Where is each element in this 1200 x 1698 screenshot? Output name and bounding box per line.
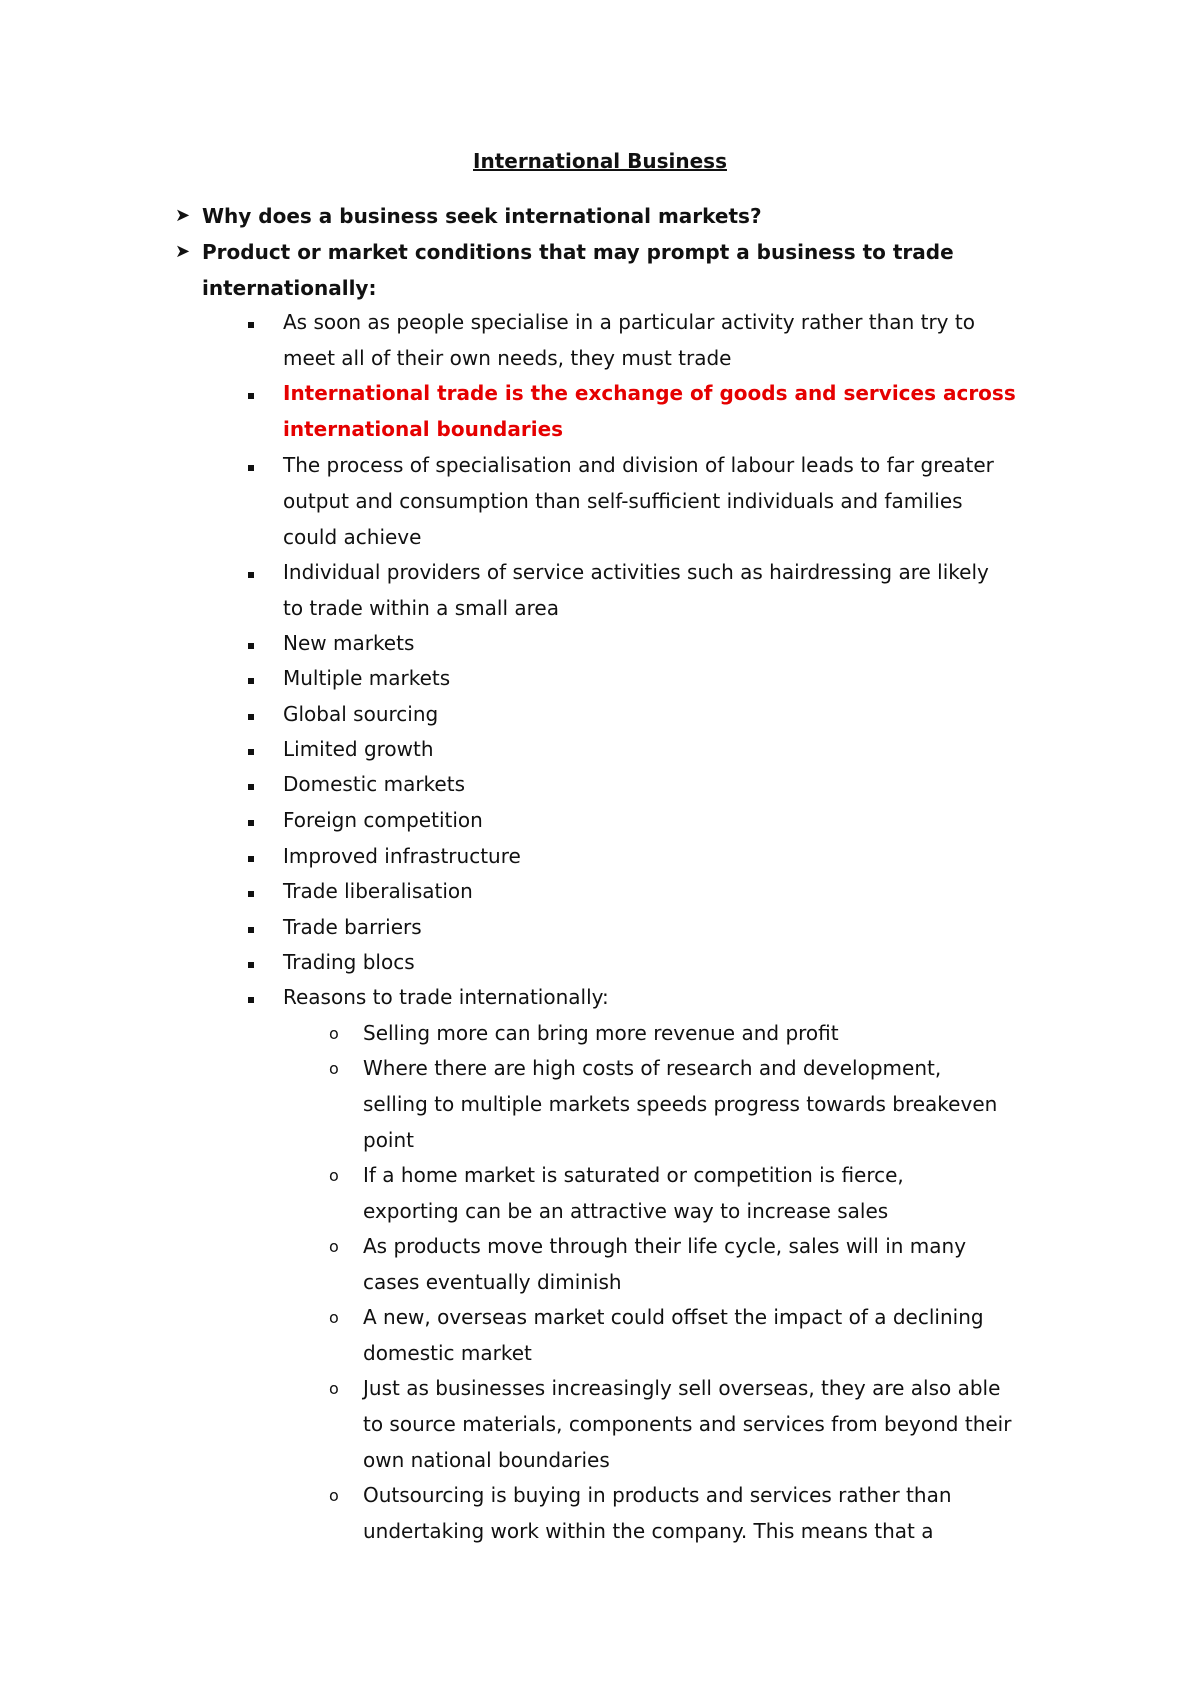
list-item-text: meet all of their own needs, they must trade (283, 346, 732, 370)
square-bullet-icon (248, 891, 254, 897)
square-bullet-icon (248, 856, 254, 862)
list-item-text: Individual providers of service activities such as hairdressing are likely (283, 560, 989, 584)
sub-list-item-text: undertaking work within the company. This means that a (363, 1519, 934, 1543)
sub-list-item-text: selling to multiple markets speeds progress towards breakeven (363, 1092, 998, 1116)
arrow-bullet-icon: ➤ (175, 205, 191, 226)
list-item-text: As soon as people specialise in a particular activity rather than try to (283, 310, 975, 334)
square-bullet-icon (248, 927, 254, 933)
circle-bullet-icon: o (329, 1024, 339, 1043)
circle-bullet-icon: o (329, 1308, 339, 1327)
question-text-continued: internationally: (202, 276, 377, 300)
circle-bullet-icon: o (329, 1486, 339, 1505)
list-item-text: international boundaries (283, 417, 564, 441)
sub-list-item-text: Selling more can bring more revenue and profit (363, 1021, 839, 1045)
sub-list-item-text: point (363, 1128, 415, 1152)
circle-bullet-icon: o (329, 1379, 339, 1398)
sub-list-item-text: A new, overseas market could offset the impact of a declining (363, 1305, 984, 1329)
list-item-text: Reasons to trade internationally: (283, 985, 609, 1009)
sub-list-item-text: exporting can be an attractive way to increase sales (363, 1199, 889, 1223)
list-item-text: Improved infrastructure (283, 844, 521, 868)
list-item-text: New markets (283, 631, 415, 655)
square-bullet-icon (248, 820, 254, 826)
circle-bullet-icon: o (329, 1059, 339, 1078)
page-title: International Business (473, 149, 727, 173)
sub-list-item-text: If a home market is saturated or competition is fierce, (363, 1163, 904, 1187)
circle-bullet-icon: o (329, 1166, 339, 1185)
list-item-text: The process of specialisation and division of labour leads to far greater (283, 453, 994, 477)
list-item-text: Trade barriers (283, 915, 422, 939)
list-item-text: Multiple markets (283, 666, 451, 690)
sub-list-item-text: domestic market (363, 1341, 532, 1365)
square-bullet-icon (248, 465, 254, 471)
sub-list-item-text: to source materials, components and services from beyond their (363, 1412, 1012, 1436)
arrow-bullet-icon: ➤ (175, 241, 191, 262)
square-bullet-icon (248, 322, 254, 328)
list-item-text: Domestic markets (283, 772, 465, 796)
list-item-text: Global sourcing (283, 702, 439, 726)
square-bullet-icon (248, 678, 254, 684)
sub-list-item-text: Where there are high costs of research and development, (363, 1056, 942, 1080)
square-bullet-icon (248, 572, 254, 578)
sub-list-item-text: As products move through their life cycle, sales will in many (363, 1234, 967, 1258)
list-item-text: output and consumption than self-sufficient individuals and families (283, 489, 963, 513)
question-text: Why does a business seek international markets? (202, 204, 762, 228)
list-item-text: International trade is the exchange of goods and services across (283, 381, 1016, 405)
list-item-text: to trade within a small area (283, 596, 559, 620)
square-bullet-icon (248, 714, 254, 720)
circle-bullet-icon: o (329, 1237, 339, 1256)
list-item-text: Foreign competition (283, 808, 483, 832)
sub-list-item-text: Outsourcing is buying in products and services rather than (363, 1483, 952, 1507)
sub-list-item-text: Just as businesses increasingly sell overseas, they are also able (363, 1376, 1001, 1400)
list-item-text: Trade liberalisation (283, 879, 473, 903)
square-bullet-icon (248, 997, 254, 1003)
question-text: Product or market conditions that may prompt a business to trade (202, 240, 954, 264)
list-item-text: Limited growth (283, 737, 434, 761)
square-bullet-icon (248, 643, 254, 649)
square-bullet-icon (248, 784, 254, 790)
sub-list-item-text: cases eventually diminish (363, 1270, 622, 1294)
square-bullet-icon (248, 749, 254, 755)
list-item-text: Trading blocs (283, 950, 415, 974)
sub-list-item-text: own national boundaries (363, 1448, 610, 1472)
square-bullet-icon (248, 393, 254, 399)
list-item-text: could achieve (283, 525, 422, 549)
square-bullet-icon (248, 962, 254, 968)
